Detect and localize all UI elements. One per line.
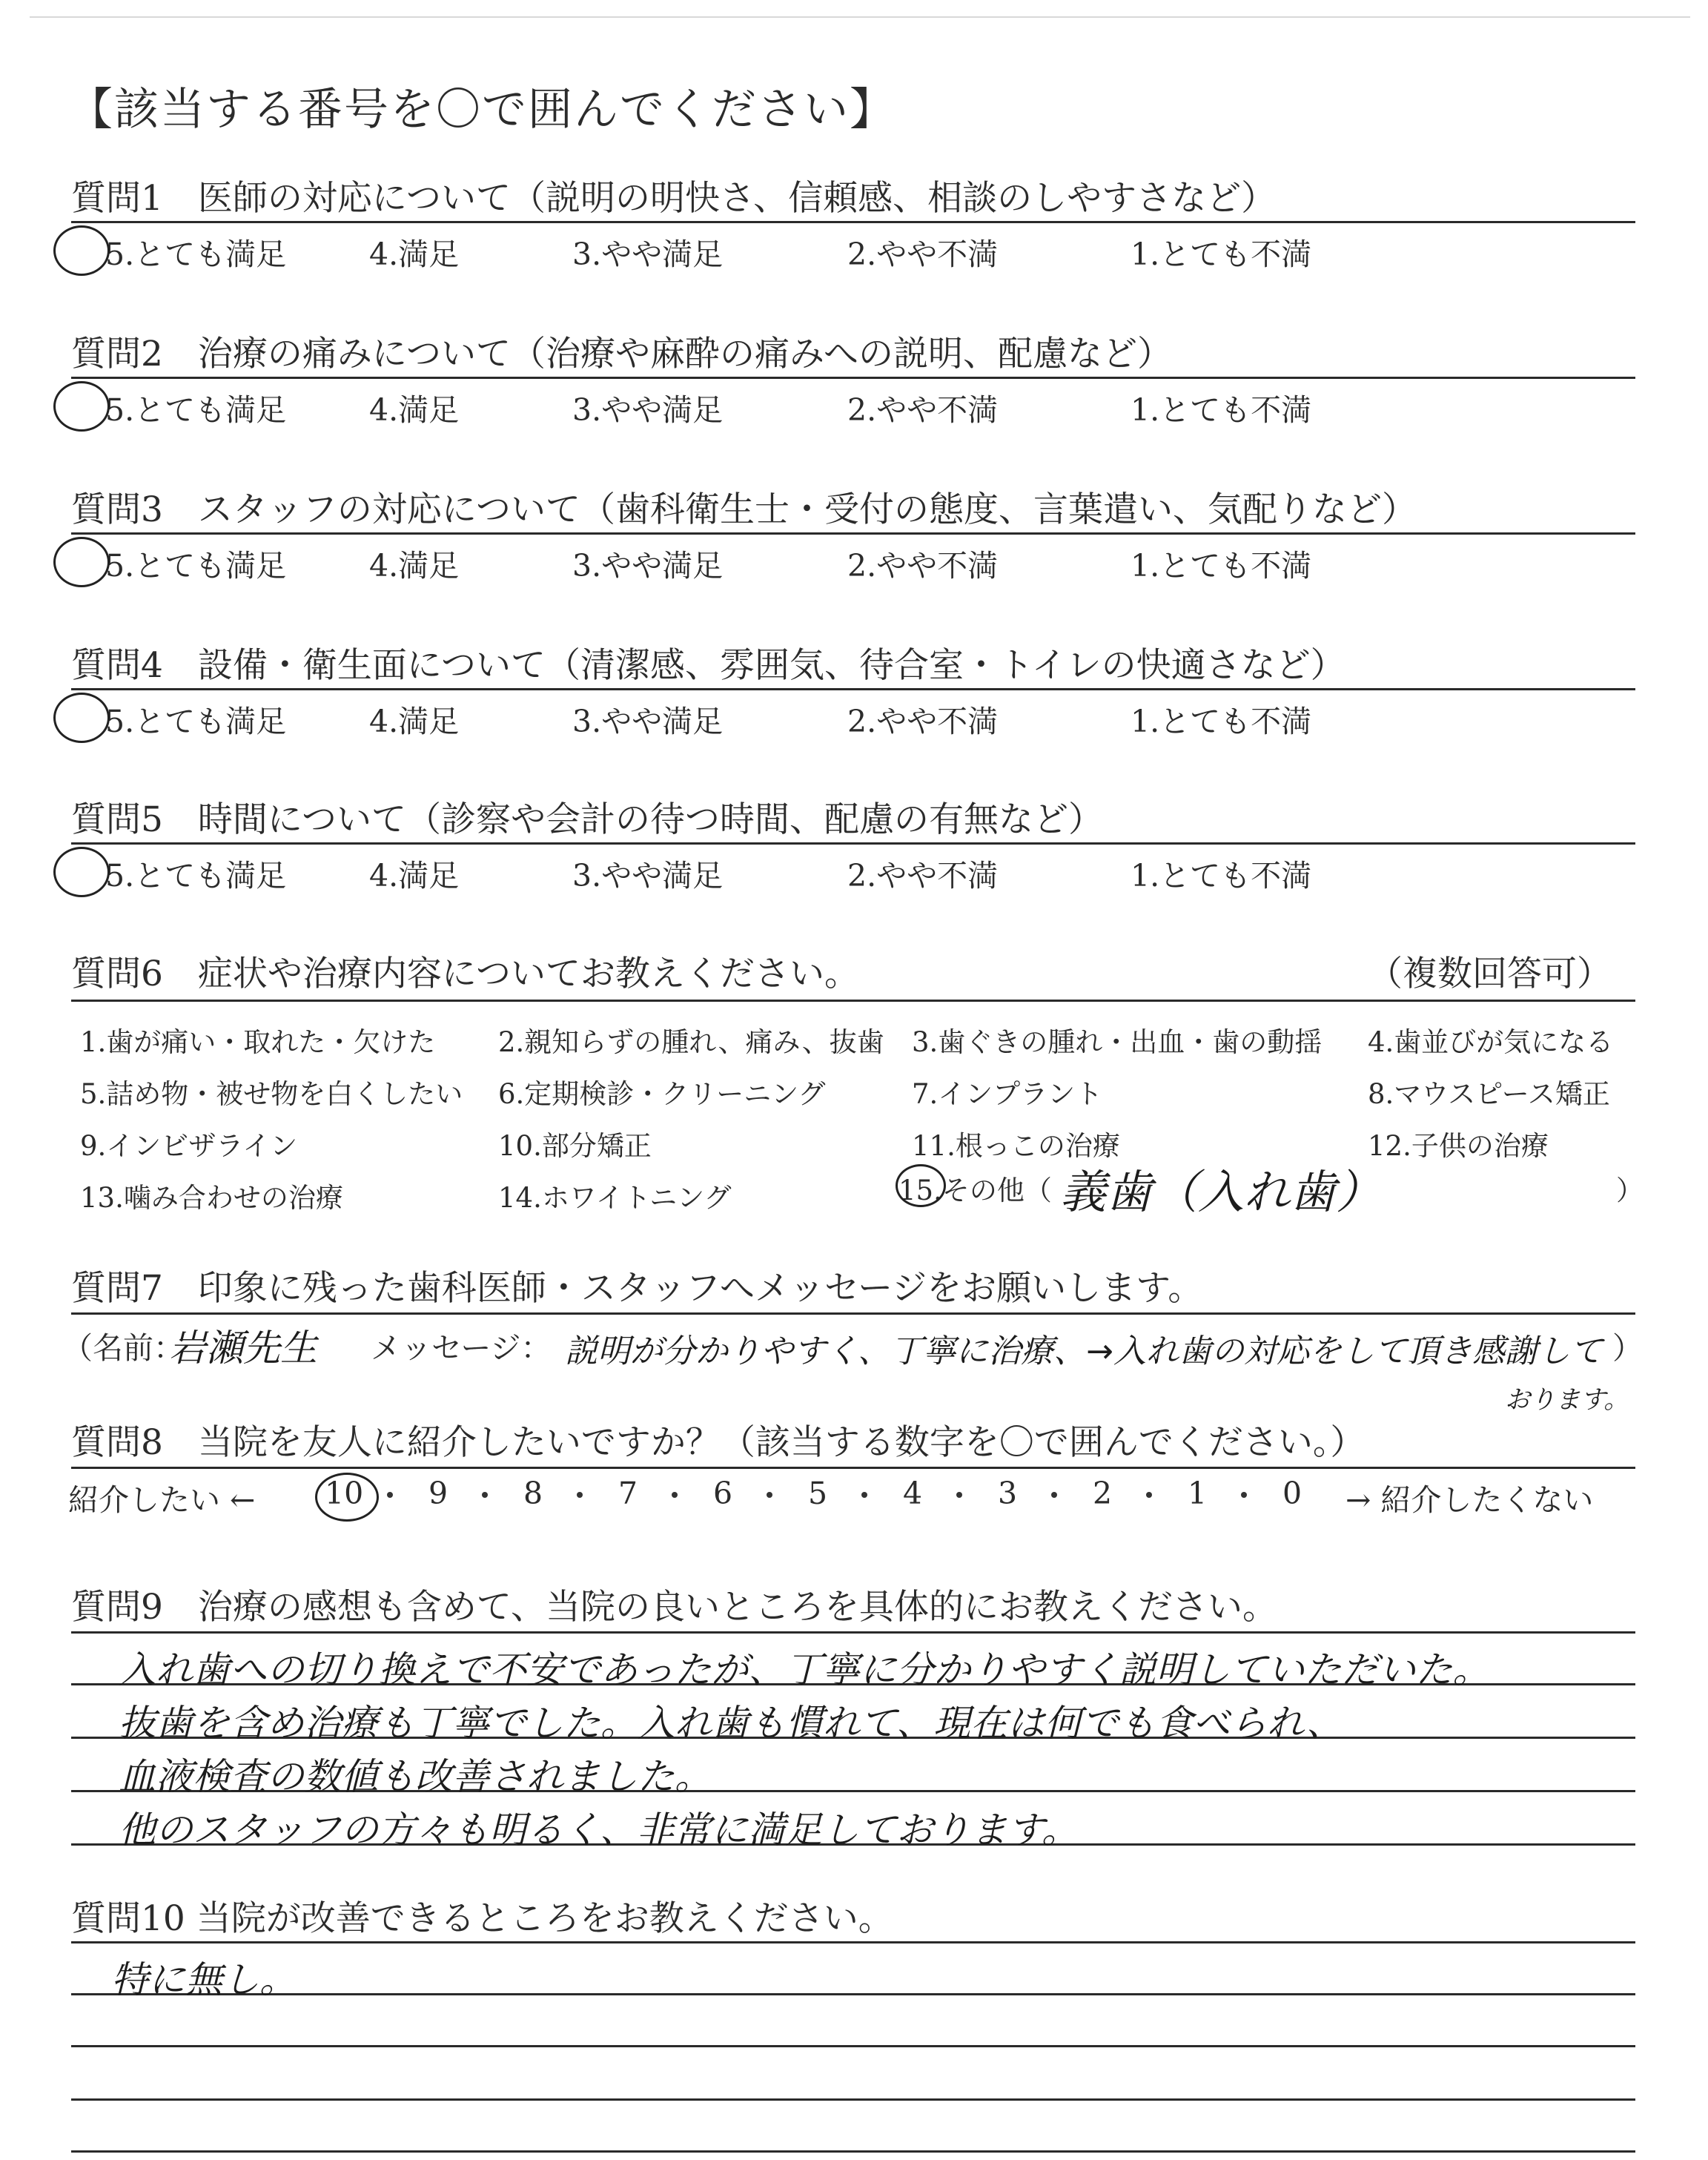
q6-option: 6.定期検診・クリーニング bbox=[498, 1078, 826, 1110]
q4-option: 3.やや満足 bbox=[572, 704, 724, 739]
q10-title: 質問10 当院が改善できるところをお教えください。 bbox=[71, 1898, 893, 1939]
q7-name-value: 岩瀬先生 bbox=[169, 1327, 317, 1370]
q7-message-close: ） bbox=[1612, 1330, 1643, 1366]
q6-option: 3.歯ぐきの腫れ・出血・歯の動揺 bbox=[912, 1026, 1323, 1058]
q7-name-label: （名前： bbox=[62, 1330, 184, 1366]
q3-selected-circle bbox=[53, 537, 110, 587]
q6-other-close: ） bbox=[1616, 1175, 1644, 1206]
q10-line-5 bbox=[71, 2150, 1635, 2153]
q5-selected-circle bbox=[53, 847, 110, 897]
q6-option: 11.根っこの治療 bbox=[912, 1130, 1120, 1162]
q4-selected-circle bbox=[53, 693, 110, 743]
q10-line-1 bbox=[71, 1941, 1635, 1943]
q3-title: 質問3 スタッフの対応について（歯科衛生士・受付の態度、言葉遣い、気配りなど） bbox=[71, 489, 1417, 530]
q8-title: 質問8 当院を友人に紹介したいですか？（該当する数字を〇で囲んでください。） bbox=[71, 1422, 1366, 1463]
q6-option: 13.噛み合わせの治療 bbox=[80, 1182, 343, 1214]
q3-option: 2.やや不満 bbox=[847, 548, 999, 584]
q6-option: 4.歯並びが気になる bbox=[1368, 1026, 1614, 1058]
q8-right-label: → 紹介したくない bbox=[1345, 1482, 1594, 1518]
q10-line-4 bbox=[71, 2098, 1635, 2101]
q8-underline bbox=[71, 1467, 1635, 1469]
q2-selected-circle bbox=[53, 381, 110, 432]
q3-option: 4.満足 bbox=[369, 548, 460, 584]
q9-answer-line: 抜歯を含め治療も丁寧でした。入れ歯も慣れて、現在は何でも食べられ、 bbox=[119, 1702, 1343, 1745]
form-heading: 【該当する番号を〇で囲んでください】 bbox=[68, 84, 896, 136]
q8-scale-separator bbox=[387, 1492, 393, 1498]
q8-scale-separator bbox=[861, 1492, 867, 1498]
q8-scale-value: 3 bbox=[998, 1476, 1018, 1511]
q8-scale-separator bbox=[767, 1492, 772, 1498]
q7-message-cont: おります。 bbox=[1505, 1385, 1629, 1415]
q6-underline bbox=[71, 1000, 1635, 1002]
q5-option: 5.とても満足 bbox=[105, 858, 287, 894]
q8-scale-separator bbox=[956, 1492, 962, 1498]
q2-option: 4.満足 bbox=[369, 392, 460, 428]
q7-message-label: メッセージ： bbox=[371, 1330, 552, 1366]
q1-option: 5.とても満足 bbox=[105, 237, 287, 272]
q8-scale-value: 0 bbox=[1282, 1476, 1302, 1511]
q8-scale-separator bbox=[577, 1492, 583, 1498]
q9-answer-line: 血液検査の数値も改善されました。 bbox=[119, 1755, 712, 1798]
q9-answer-line: 他のスタッフの方々も明るく、非常に満足しております。 bbox=[119, 1809, 1079, 1852]
q7-underline bbox=[71, 1312, 1635, 1315]
q4-option: 4.満足 bbox=[369, 704, 460, 739]
q5-option: 1.とても不満 bbox=[1131, 858, 1312, 894]
q10-line-2 bbox=[71, 1993, 1635, 1995]
q6-selected-circle bbox=[896, 1164, 946, 1207]
q9-answer-line: 入れ歯への切り換えで不安であったが、丁寧に分かりやすく説明していただいた。 bbox=[119, 1648, 1490, 1691]
q5-option: 3.やや満足 bbox=[572, 858, 724, 894]
q8-scale-value: 6 bbox=[713, 1476, 733, 1511]
q6-option: 8.マウスピース矯正 bbox=[1368, 1078, 1610, 1110]
q1-title: 質問1 医師の対応について（説明の明快さ、信頼感、相談のしやすさなど） bbox=[71, 178, 1277, 219]
q1-selected-circle bbox=[53, 225, 110, 276]
q4-option: 1.とても不満 bbox=[1131, 704, 1312, 739]
q4-underline bbox=[71, 688, 1635, 690]
q6-option: 9.インビザライン bbox=[80, 1130, 298, 1162]
q8-scale-value: 7 bbox=[618, 1476, 638, 1511]
q8-scale-separator bbox=[1146, 1492, 1152, 1498]
q8-scale-separator bbox=[482, 1492, 488, 1498]
q9-line-1 bbox=[71, 1631, 1635, 1634]
q9-title: 質問9 治療の感想も含めて、当院の良いところを具体的にお教えください。 bbox=[71, 1587, 1277, 1628]
q7-title: 質問7 印象に残った歯科医師・スタッフへメッセージをお願いします。 bbox=[71, 1268, 1203, 1309]
q2-option: 2.やや不満 bbox=[847, 392, 999, 428]
q10-answer: 特に無し。 bbox=[111, 1958, 297, 2001]
q10-line-3 bbox=[71, 2045, 1635, 2047]
q6-option: 1.歯が痛い・取れた・欠けた bbox=[80, 1026, 436, 1058]
q8-scale-value: 1 bbox=[1188, 1476, 1208, 1511]
q7-message-value: 説明が分かりやすく、丁寧に治療、→入れ歯の対応をして頂き感謝して bbox=[565, 1332, 1603, 1370]
q1-option: 3.やや満足 bbox=[572, 237, 724, 272]
q5-title: 質問5 時間について（診察や会計の待つ時間、配慮の有無など） bbox=[71, 799, 1103, 840]
q8-scale-separator bbox=[1241, 1492, 1247, 1498]
q8-scale-separator bbox=[672, 1492, 678, 1498]
q8-selected-circle bbox=[315, 1473, 379, 1522]
q8-scale-value: 4 bbox=[903, 1476, 923, 1511]
q4-option: 5.とても満足 bbox=[105, 704, 287, 739]
q8-scale-value: 5 bbox=[808, 1476, 828, 1511]
q8-scale-value: 2 bbox=[1093, 1476, 1113, 1511]
q5-option: 2.やや不満 bbox=[847, 858, 999, 894]
q3-option: 1.とても不満 bbox=[1131, 548, 1312, 584]
q3-option: 3.やや満足 bbox=[572, 548, 724, 584]
q2-underline bbox=[71, 377, 1635, 379]
q8-scale-value: 10 bbox=[325, 1476, 364, 1511]
q4-title: 質問4 設備・衛生面について（清潔感、雰囲気、待合室・トイレの快適さなど） bbox=[71, 645, 1345, 686]
q1-underline bbox=[71, 221, 1635, 223]
q6-option: 12.子供の治療 bbox=[1368, 1130, 1549, 1162]
q1-option: 2.やや不満 bbox=[847, 237, 999, 272]
q6-option: 5.詰め物・被せ物を白くしたい bbox=[80, 1078, 463, 1110]
q1-option: 4.満足 bbox=[369, 237, 460, 272]
q1-option: 1.とても不満 bbox=[1131, 237, 1312, 272]
q5-option: 4.満足 bbox=[369, 858, 460, 894]
q2-option: 5.とても満足 bbox=[105, 392, 287, 428]
q6-title: 質問6 症状や治療内容についてお教えください。 bbox=[71, 954, 859, 994]
q2-option: 3.やや満足 bbox=[572, 392, 724, 428]
q6-note: （複数回答可） bbox=[1368, 954, 1612, 994]
q5-underline bbox=[71, 842, 1635, 845]
q8-left-label: 紹介したい ← bbox=[68, 1482, 256, 1518]
q8-scale-value: 9 bbox=[428, 1476, 448, 1511]
q8-scale-value: 8 bbox=[523, 1476, 543, 1511]
q6-option: 7.インプラント bbox=[912, 1078, 1103, 1110]
q6-option: 2.親知らずの腫れ、痛み、抜歯 bbox=[498, 1026, 884, 1058]
q6-option: 14.ホワイトニング bbox=[498, 1182, 732, 1214]
page-top-edge bbox=[30, 16, 1690, 18]
q3-underline bbox=[71, 532, 1635, 535]
q2-option: 1.とても不満 bbox=[1131, 392, 1312, 428]
q8-scale-separator bbox=[1051, 1492, 1057, 1498]
q6-option: 10.部分矯正 bbox=[498, 1130, 652, 1162]
q3-option: 5.とても満足 bbox=[105, 548, 287, 584]
q6-other-answer: 義歯（入れ歯） bbox=[1060, 1165, 1383, 1219]
q4-option: 2.やや不満 bbox=[847, 704, 999, 739]
q6-other-label: 15.その他（ bbox=[898, 1175, 1052, 1206]
q2-title: 質問2 治療の痛みについて（治療や麻酔の痛みへの説明、配慮など） bbox=[71, 334, 1173, 374]
